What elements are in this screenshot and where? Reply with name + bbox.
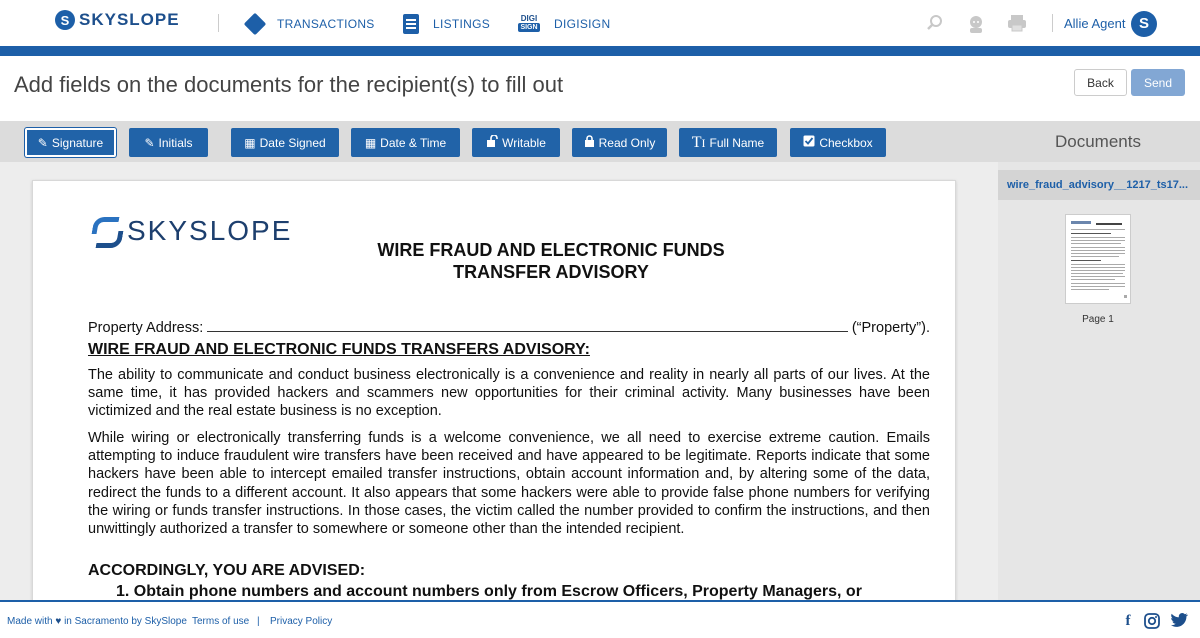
checkbox-label: Checkbox — [819, 135, 873, 150]
nav-digisign[interactable] — [516, 12, 610, 36]
user-name[interactable]: Allie Agent — [1064, 16, 1126, 31]
document-heading-line1: WIRE FRAUD AND ELECTRONIC FUNDS — [377, 240, 725, 260]
footer-made-with-label: Made with — [7, 616, 53, 627]
transactions-icon — [244, 13, 267, 36]
date-time-label: Date & Time — [380, 135, 447, 150]
read-only-label: Read Only — [598, 135, 656, 150]
writable-label: Writable — [502, 135, 546, 150]
page-thumbnail[interactable] — [1065, 214, 1131, 304]
paragraph-1: The ability to communicate and conduct business electronically is a convenience and reality in nearly all parts of our lives. At the same time, it has provided hackers and scammers new opportunities for their criminal activity. Many businesses have been victimized and the real estate business is no exception. — [88, 367, 930, 420]
instagram-icon[interactable] — [1144, 613, 1160, 629]
documents-panel-title: Documents — [1055, 132, 1141, 151]
nav-transactions[interactable] — [247, 12, 375, 36]
avatar[interactable]: S — [1131, 11, 1157, 37]
document-file-name[interactable]: wire_fraud_advisory__1217_ts17... — [1007, 179, 1189, 191]
skyslope-mark-icon — [91, 215, 119, 247]
skyslope-logo[interactable] — [55, 10, 180, 30]
calendar-icon: ▦ — [244, 135, 256, 150]
nav-divider — [218, 14, 219, 32]
document-viewer[interactable] — [0, 162, 998, 600]
signature-label: Signature — [51, 135, 104, 150]
twitter-icon[interactable] — [1171, 613, 1187, 629]
print-icon[interactable] — [1007, 14, 1027, 34]
date-signed-label: Date Signed — [259, 135, 326, 150]
signature-field-button[interactable] — [25, 128, 116, 157]
lock-icon — [584, 135, 595, 150]
paragraph-2: While wiring or electronically transferring funds is a welcome convenience, we all need to exercise extreme caution. Emails attempting to induce fraudulent wire transfers have been received and have appeared to be legitimate. Reports indicate that some hackers have been able to intercept emailed transfer instructions, obtain account information and, by altering some of the data, redirect the funds to a different account. It also appears that some hackers were able to provide false phone numbers for verifying the wiring or funds transfer instructions. In those cases, the victim called the number provided to confirm the instructions, and then unwittingly authorized a transfer to somewhere or someone other than the intended recipient. — [88, 430, 930, 538]
privacy-link[interactable]: Privacy Policy — [270, 616, 333, 627]
calendar-icon: ▦ — [364, 135, 377, 150]
brand-name: SKYSLOPE — [79, 10, 180, 29]
digisign-icon-top: DIGI — [520, 14, 538, 23]
property-address-suffix: (“Property”). — [851, 320, 930, 336]
text-cursor-icon: TI — [691, 133, 706, 151]
document-heading-line2: TRANSFER ADVISORY — [453, 262, 649, 282]
page-title: Add fields on the documents for the recipient(s) to fill out — [14, 72, 564, 97]
send-button[interactable]: Send — [1131, 69, 1185, 96]
advised-heading: ACCORDINGLY, YOU ARE ADVISED: — [88, 562, 366, 579]
checkbox-icon — [803, 135, 815, 150]
support-agent-icon[interactable] — [966, 14, 986, 34]
section-heading: WIRE FRAUD AND ELECTRONIC FUNDS TRANSFERS ADVISORY: — [88, 341, 590, 358]
pen-icon: ✎ — [37, 135, 48, 150]
document-logo — [91, 215, 292, 247]
full-name-label: Full Name — [709, 135, 765, 150]
checkbox-field-button[interactable] — [790, 128, 886, 157]
nav-listings-label: LISTINGS — [433, 17, 491, 31]
document-page[interactable] — [32, 180, 956, 600]
nav-listings[interactable] — [403, 12, 490, 36]
unlock-icon — [486, 135, 498, 150]
initials-label: Initials — [158, 135, 193, 150]
advisory-item-1: 1. Obtain phone numbers and account numbers only from Escrow Officers, Property Managers, or — [116, 583, 862, 600]
read-only-field-button[interactable] — [572, 128, 667, 157]
nav-digisign-label: DIGISIGN — [554, 17, 611, 31]
footer — [0, 600, 1200, 638]
initials-field-button[interactable] — [129, 128, 208, 157]
header-accent-bar — [0, 46, 1200, 56]
writable-field-button[interactable] — [472, 128, 560, 157]
listings-icon — [403, 14, 419, 34]
footer-separator: | — [257, 616, 260, 627]
digisign-icon-bottom: SIGN — [520, 24, 538, 31]
property-address-line — [88, 318, 930, 336]
top-nav — [0, 0, 1200, 46]
heart-icon: ♥ — [55, 616, 62, 627]
skyslope-mark-icon: S — [55, 10, 75, 30]
full-name-field-button[interactable] — [679, 128, 777, 157]
digisign-icon — [516, 14, 542, 34]
date-signed-field-button[interactable] — [231, 128, 339, 157]
footer-location: in Sacramento by SkySlope — [64, 616, 187, 627]
search-icon[interactable] — [925, 14, 945, 34]
pen-icon: ✎ — [144, 135, 155, 150]
footer-made-with — [7, 616, 187, 627]
nav-divider — [1052, 14, 1053, 32]
document-logo-text: SKYSLOPE — [127, 215, 293, 246]
page-thumbnail-label: Page 1 — [1082, 314, 1114, 325]
date-time-field-button[interactable] — [351, 128, 460, 157]
document-heading — [273, 239, 829, 283]
field-toolbar — [0, 121, 998, 162]
terms-link[interactable]: Terms of use — [192, 616, 250, 627]
facebook-icon[interactable]: f — [1125, 613, 1131, 629]
back-button[interactable]: Back — [1074, 69, 1127, 96]
property-address-label: Property Address: — [88, 320, 204, 336]
documents-sidebar — [998, 162, 1200, 600]
nav-transactions-label: TRANSACTIONS — [277, 17, 375, 31]
property-address-blank — [207, 318, 848, 332]
